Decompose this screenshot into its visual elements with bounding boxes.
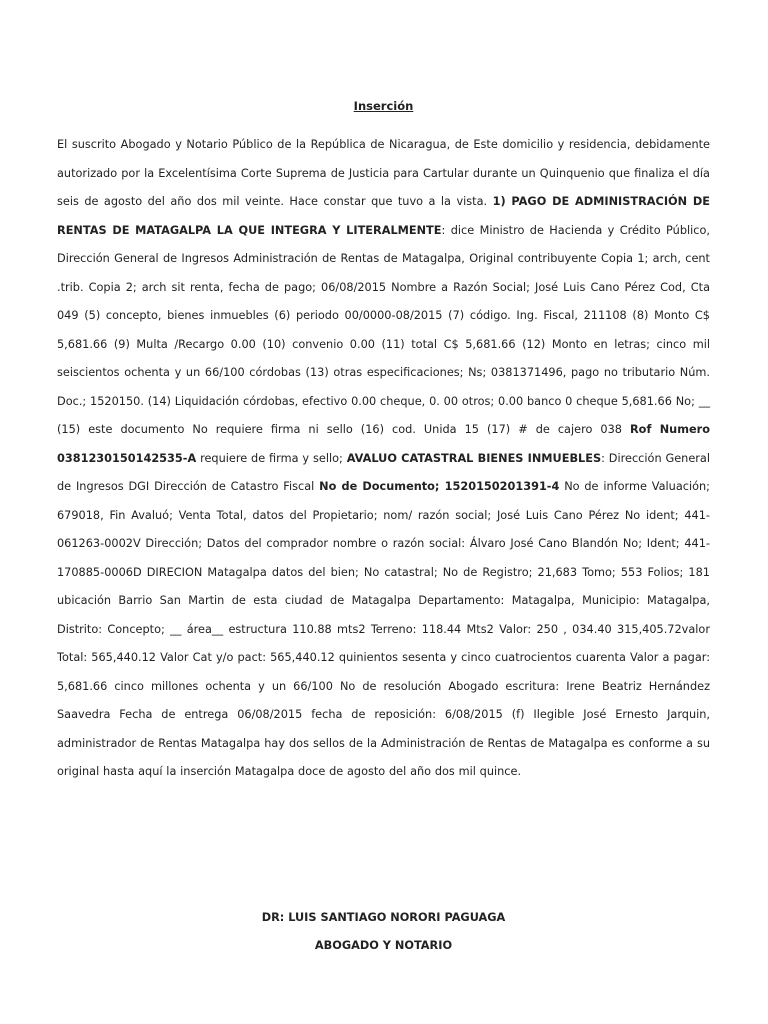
body-segment-7: : Dirección General de Ingresos DGI Dirección de Catastro Fiscal xyxy=(57,451,710,493)
signature-name: DR: LUIS SANTIAGO NORORI PAGUAGA xyxy=(261,911,506,924)
body-segment-2-bold: 1) PAGO DE ADMINISTRACIÓN DE RENTAS DE MATAGALPA LA QUE INTEGRA Y LITERALMENTE xyxy=(57,195,710,237)
body-segment-6-bold: AVALUO CATASTRAL BIENES INMUEBLES xyxy=(346,451,602,465)
body-segment-5: requiere de firma y sello; xyxy=(196,451,347,465)
document-body xyxy=(57,131,710,787)
body-segment-1: El suscrito Abogado y Notario Público de la República de Nicaragua, de Este domicilio y residencia, debidamente autorizado por la Excelentísima Corte Suprema de Justicia para Cartular durante un Quinquenio que finaliza el día seis de agosto del año dos mil veinte. Hace constar que tuvo a la vista. xyxy=(57,138,710,208)
body-segment-3: : dice Ministro de Hacienda y Crédito Público, Dirección General de Ingresos Administración de Rentas de Matagalpa, Original contribuyente Copia 1; arch, cent .trib. Copia 2; arch sit renta, fecha de pago; 06/08/2015 Nombre a Razón Social; José Luis Cano Pérez Cod, Cta 049 (5) concepto, bienes inmuebles (6) periodo 00/0000-08/2015 (7) código. Ing. Fiscal, 211108 (8) Monto C$ 5,681.66 (9) Multa /Recargo 0.00 (10) convenio 0.00 (11) total C$ 5,681.66 (12) Monto en letras; cinco mil seiscientos ochenta y un 66/100 córdobas (13) otras especificaciones; Ns; 0381371496, pago no tributario Núm. Doc.; 1520150. (14) Liquidación córdobas, efectivo 0.00 cheque, 0. 00 otros; 0.00 banco 0 cheque 5,681.66 No; __ (15) este documento No requiere firma ni sello (16) cod. Unida 15 (17) # de cajero 038 xyxy=(57,223,710,436)
document-title: Inserción xyxy=(353,99,414,113)
signature-role: ABOGADO Y NOTARIO xyxy=(314,939,453,952)
body-segment-4-bold: Rof Numero 0381230150142535-A xyxy=(57,423,710,465)
body-segment-8-bold: No de Documento; 1520150201391-4 xyxy=(319,480,560,493)
body-segment-9: No de informe Valuación; 679018, Fin Avaluó; Venta Total, datos del Propietario; nom/ razón social; José Luis Cano Pérez No ident; 441-061263-0002V Dirección; Datos del comprador nombre o razón social: Álvaro José Cano Blandón No; Ident; 441-170885-0006D DIRECION Matagalpa datos del bien; No catastral; No de Registro; 21,683 Tomo; 553 Folios; 181 ubicación Barrio San Martin de esta ciudad de Matagalpa Departamento: Matagalpa, Municipio: Matagalpa, Distrito: Concepto; __ área__ estructura 110.88 mts2 Terreno: 118.44 Mts2 Valor: 250 , 034.40 315,405.72valor Total: 565,440.12 Valor Cat y/o pact: 565,440.12 quinientos sesenta y cinco cuatrocientos cuarenta Valor a pagar: 5,681.66 cinco millones ochenta y un 66/100 No de resolución Abogado escritura: Irene Beatriz Hernández Saavedra Fecha de entrega 06/08/2015 fecha de reposición: 6/08/2015 (f) Ilegible José Ernesto Jarquin, administrador de Rentas Matagalpa hay dos sellos de la Administración de Rentas de Matagalpa es conforme a su original hasta aquí la inserción Matagalpa doce de agosto del año dos mil quince. xyxy=(57,480,710,778)
document-page xyxy=(57,96,710,952)
